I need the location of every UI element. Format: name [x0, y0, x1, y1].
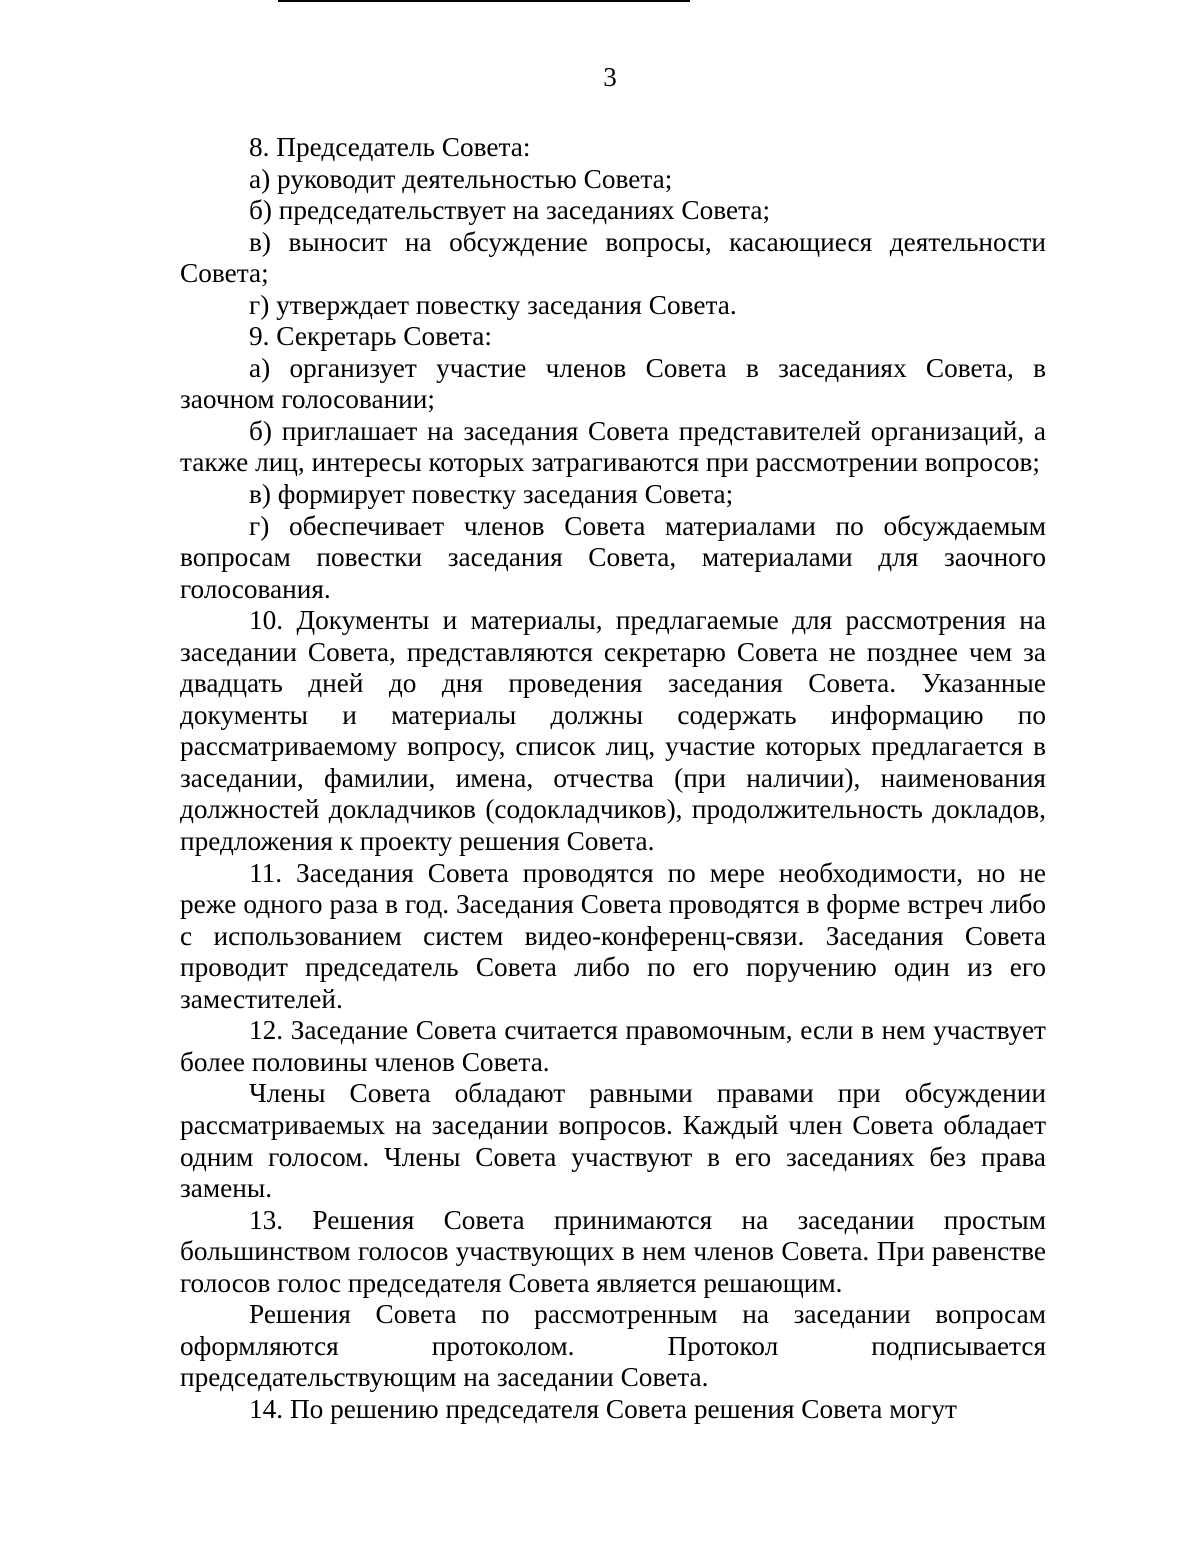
- paragraph-9b: б) приглашает на заседания Совета представителей организаций, а также лиц, интересы которых затрагиваются при рассмотрении вопросов;: [180, 415, 1046, 478]
- paragraph-8: 8. Председатель Совета:: [249, 132, 531, 162]
- paragraph-8a: а) руководит деятельностью Совета;: [249, 163, 673, 194]
- scan-edge-line: [278, 0, 690, 2]
- paragraph-13: 13. Решения Совета принимаются на заседании простым большинством голосов участвующих в нем членов Совета. При равенстве голосов голос председателя Совета является решающим.: [180, 1204, 1046, 1298]
- paragraph-13-protocol: Решения Совета по рассмотренным на заседании вопросам оформляются протоколом. Протокол подписывается председательствующим на заседании Совета.: [180, 1299, 1046, 1393]
- paragraph-9v: в) формирует повестку заседания Совета;: [249, 479, 734, 510]
- document-body: [180, 132, 1046, 1425]
- paragraph-12: 12. Заседание Совета считается правомочным, если в нем участвует более половины членов Совета.: [180, 1015, 1046, 1077]
- paragraph-8b: б) председательствует на заседаниях Совета;: [249, 195, 771, 226]
- paragraph-12-members: Члены Совета обладают равными правами при обсуждении рассматриваемых на заседании вопросов. Каждый член Совета обладает одним голосом. Члены Совета участвуют в его заседаниях без права замены.: [180, 1078, 1046, 1204]
- paragraph-14: 14. По решению председателя Совета решения Совета могут: [249, 1393, 957, 1424]
- paragraph-8v: в) выносит на обсуждение вопросы, касающиеся деятельности Совета;: [180, 226, 1046, 289]
- paragraph-9: 9. Секретарь Совета:: [249, 321, 492, 352]
- paragraph-9a: а) организует участие членов Совета в заседаниях Совета, в заочном голосовании;: [180, 352, 1046, 415]
- paragraph-8g: г) утверждает повестку заседания Совета.: [249, 289, 737, 320]
- page-number: 3: [603, 62, 617, 92]
- paragraph-10: 10. Документы и материалы, предлагаемые для рассмотрения на заседании Совета, представляются секретарю Совета не позднее чем за двадцать дней до дня проведения заседания Совета. Указанные документы и материалы должны содержать информацию по рассматриваемому вопросу, список лиц, участие которых предлагается в заседании, фамилии, имена, отчества (при наличии), наименования должностей докладчиков (содокладчиков), продолжительность докладов, предложения к проекту решения Совета.: [180, 605, 1046, 857]
- paragraph-9g: г) обеспечивает членов Совета материалами по обсуждаемым вопросам повестки заседания Совета, материалами для заочного голосования.: [180, 510, 1046, 604]
- paragraph-11: 11. Заседания Совета проводятся по мере необходимости, но не реже одного раза в год. Заседания Совета проводятся в форме встреч либо с использованием систем видео-конференц-связи. Заседания Совета проводит председатель Совета либо по его поручению один из его заместителей.: [180, 857, 1046, 1014]
